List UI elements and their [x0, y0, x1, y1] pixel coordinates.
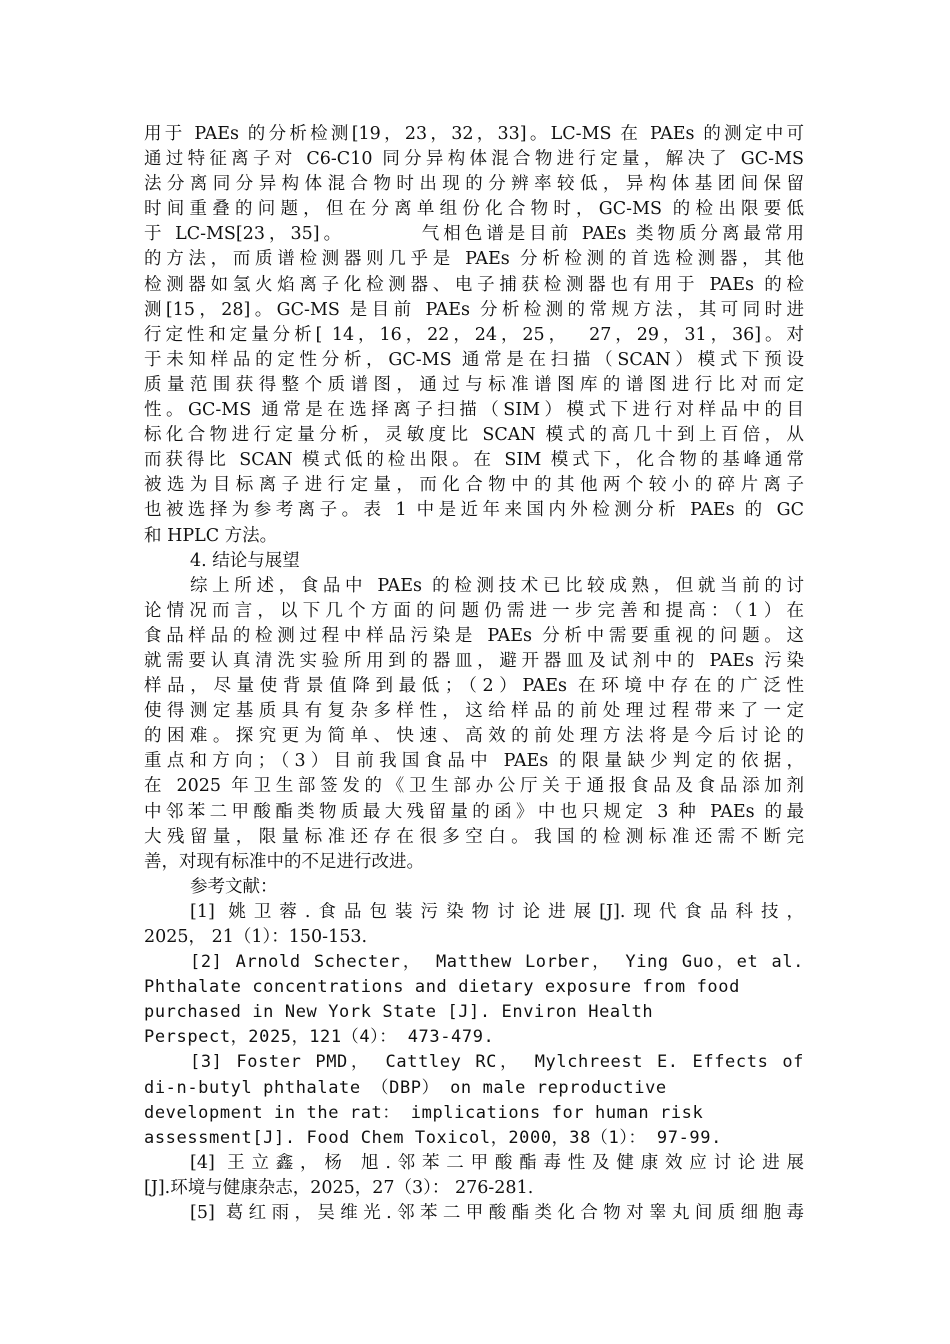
text-line: di-n-butyl phthalate （DBP） on male reproductive [144, 1077, 667, 1098]
text-line: 法分离同分异构体混合物时出现的分辨率较低，异构体基团间保留 [144, 174, 804, 195]
text-line: 样品，尽量使背景值降到最低；（2）PAEs 在环境中存在的广泛性 [144, 676, 804, 697]
text-line: 性。GC-MS 通常是在选择离子扫描（SIM）模式下进行对样品中的目 [144, 400, 804, 421]
text-line: Phthalate concentrations and dietary exposure from food [144, 977, 740, 998]
text-line: 重点和方向；（3）目前我国食品中 PAEs 的限量缺少判定的依据， [144, 751, 804, 772]
text-line: 行定性和定量分析[ 14，16，22，24，25， 27，29，31，36]。对 [144, 324, 804, 345]
text-line: development in the rat： implications for human risk [144, 1102, 704, 1123]
text-line: [1] 姚卫蓉.食品包装污染物讨论进展[J].现代食品科技， [190, 901, 804, 922]
text-line: [4] 王立鑫，杨 旭.邻苯二甲酸酯毒性及健康效应讨论进展 [190, 1152, 804, 1173]
text-line: 测[15，28]。GC-MS 是目前 PAEs 分析检测的常规方法，其可同时进 [144, 299, 804, 320]
text-line: 时间重叠的问题，但在分离单组份化合物时，GC-MS 的检出限要低 [144, 199, 804, 220]
text-line: assessment[J]. Food Chem Toxicol，2000，38（1）： 97-99. [144, 1127, 722, 1148]
text-line: 论情况而言，以下几个方面的问题仍需进一步完善和提高：（1）在 [144, 600, 804, 621]
text-line: 标化合物进行定量分析，灵敏度比 SCAN 模式的高几十到上百倍，从 [144, 425, 804, 446]
text-line: 用于 PAEs 的分析检测[19，23，32，33]。LC-MS 在 PAEs 的测定中可 [144, 124, 804, 144]
text-line: 通过特征离子对 C6-C10 同分异构体混合物进行定量，解决了 GC-MS [144, 149, 804, 170]
text-line: 检测器如氢火焰离子化检测器、电子捕获检测器也有用于 PAEs 的检 [144, 274, 804, 295]
text-line: 也被选择为参考离子。表 1 中是近年来国内外检测分析 PAEs 的 GC [144, 500, 804, 521]
text-line: [J].环境与健康杂志，2025，27（3）： 276-281. [144, 1177, 534, 1198]
text-line: 质量范围获得整个质谱图，通过与标准谱图库的谱图进行比对而定 [144, 374, 804, 395]
text-line: 使得测定基质具有复杂多样性，这给样品的前处理过程带来了一定 [144, 701, 804, 722]
text-line: 食品样品的检测过程中样品污染是 PAEs 分析中需要重视的问题。这 [144, 625, 804, 646]
text-line: 的困难。探究更为简单、快速、高效的前处理方法将是今后讨论的 [144, 726, 804, 747]
text-line: [3] Foster PMD， Cattley RC， Mylchreest E. Effects of [190, 1052, 804, 1073]
text-line: 综上所述，食品中 PAEs 的检测技术已比较成熟，但就当前的讨 [190, 575, 804, 596]
text-line: 于 LC-MS[23，35]。 气相色谱是目前 PAEs 类物质分离最常用 [144, 224, 804, 245]
text-line: 在 2025 年卫生部签发的《卫生部办公厅关于通报食品及食品添加剂 [144, 776, 804, 797]
text-line: 中邻苯二甲酸酯类物质最大残留量的函》中也只规定 3 种 PAEs 的最 [144, 801, 804, 822]
text-line: 参考文献： [190, 876, 278, 897]
text-line: 4. 结论与展望 [190, 550, 300, 571]
text-line: 善，对现有标准中的不足进行改进。 [144, 851, 424, 872]
text-line: 和 HPLC 方法。 [144, 525, 278, 546]
text-line: [5] 葛红雨，吴维光.邻苯二甲酸酯类化合物对睾丸间质细胞毒 [190, 1203, 804, 1224]
text-line: Perspect，2025，121（4）： 473-479. [144, 1027, 495, 1048]
text-line: 2025， 21（1）：150-153. [144, 927, 368, 947]
document-page [144, 122, 804, 1226]
text-line: 就需要认真清洗实验所用到的器皿，避开器皿及试剂中的 PAEs 污染 [144, 650, 804, 671]
text-line: purchased in New York State [J]. Environ Health [144, 1002, 654, 1023]
text-line: 被选为目标离子进行定量，而化合物中的其他两个较小的碎片离子 [144, 475, 804, 496]
text-line: 的方法，而质谱检测器则几乎是 PAEs 分析检测的首选检测器，其他 [144, 249, 804, 270]
text-line: [2] Arnold Schecter， Matthew Lorber， Ying Guo，et al. [190, 952, 804, 973]
text-line: 而获得比 SCAN 模式低的检出限。在 SIM 模式下，化合物的基峰通常 [144, 450, 804, 471]
text-line: 大残留量，限量标准还存在很多空白。我国的检测标准还需不断完 [144, 826, 804, 847]
text-line: 于未知样品的定性分析，GC-MS 通常是在扫描（SCAN）模式下预设 [144, 349, 804, 370]
